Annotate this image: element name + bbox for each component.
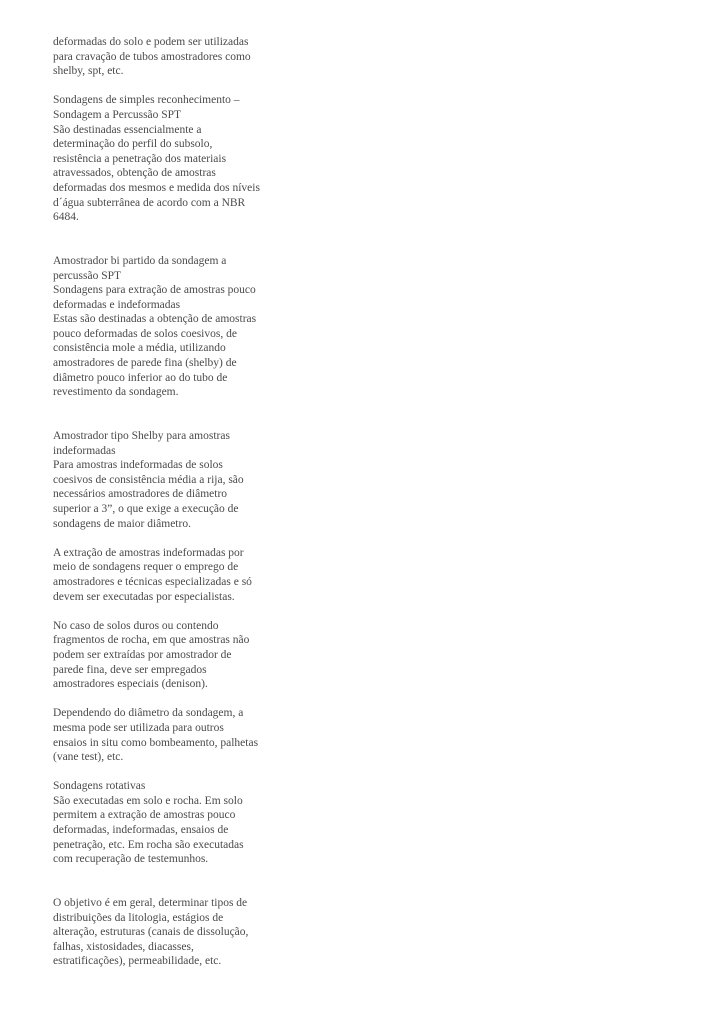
text-line: deformadas do solo e podem ser utilizadas [53,36,249,48]
text-line: devem ser executadas por especialistas. [53,590,235,603]
text-line: Sondagens para extração de amostras pouco [53,284,256,297]
paragraph-in-situ-tests [53,706,293,764]
text-line: revestimento da sondagem. [53,386,179,399]
text-line: permitem a extração de amostras pouco [53,809,236,822]
document-page [53,35,293,969]
text-line: deformadas dos mesmos e medida dos níveis [53,181,260,194]
paragraph-shelby-sampler [53,429,293,531]
paragraph-spt-sounding [53,93,293,224]
text-line: falhas, xistosidades, diacasses, [53,940,194,953]
text-line: (vane test), etc. [53,751,124,764]
paragraph-split-sampler [53,254,293,400]
paragraph-objective [53,896,293,969]
text-line: parede fina, deve ser empregados [53,663,207,676]
paragraph-intro-continuation [53,35,293,79]
text-line: meio de sondagens requer o emprego de [53,561,239,574]
text-line: d´água subterrânea de acordo com a NBR [53,196,246,209]
text-line: O objetivo é em geral, determinar tipos de [53,897,248,910]
text-line: Sondagem a Percussão SPT [53,108,182,121]
text-line: distribuições da litologia, estágios de [53,911,224,924]
text-line: 6484. [53,211,79,224]
text-line: com recuperação de testemunhos. [53,853,209,866]
text-line: A extração de amostras indeformadas por [53,546,244,559]
text-line: para cravação de tubos amostradores como [53,50,251,63]
paragraph-rotary-sounding [53,779,293,867]
text-line: superior a 3”, o que exige a execução de [53,503,239,515]
text-line: Dependendo do diâmetro da sondagem, a [53,707,244,720]
paragraph-undisturbed-extraction [53,546,293,604]
text-line: deformadas, indeformadas, ensaios de [53,824,229,837]
text-line: diâmetro pouco inferior ao do tubo de [53,371,228,384]
text-line: amostradores de parede fina (shelby) de [53,357,237,370]
text-line: Amostrador bi partido da sondagem a [53,254,227,267]
text-line: podem ser extraídas por amostrador de [53,648,232,661]
text-line: determinação do perfil do subsolo, [53,138,213,151]
text-line: consistência mole a média, utilizando [53,342,226,355]
text-line: pouco deformadas de solos coesivos, de [53,327,237,340]
text-line: Sondagens de simples reconhecimento – [53,94,240,107]
text-line: São executadas em solo e rocha. Em solo [53,794,243,807]
text-line: No caso de solos duros ou contendo [53,619,219,632]
text-line: atravessados, obtenção de amostras [53,167,216,180]
text-line: ensaios in situ como bombeamento, palhetas [53,736,259,749]
text-line: coesivos de consistência média a rija, são [53,473,244,486]
text-line: estratificações), permeabilidade, etc. [53,955,222,968]
text-line: shelby, spt, etc. [53,65,124,78]
paragraph-hard-soils [53,619,293,692]
text-line: necessários amostradores de diâmetro [53,488,228,501]
text-line: sondagens de maior diâmetro. [53,517,191,530]
text-line: Sondagens rotativas [53,780,146,793]
text-line: São destinadas essencialmente a [53,123,202,136]
text-line: Amostrador tipo Shelby para amostras [53,430,230,443]
text-line: Estas são destinadas a obtenção de amostras [53,313,257,326]
text-line: resistência a penetração dos materiais [53,152,227,165]
text-line: mesma pode ser utilizada para outros [53,721,224,734]
text-line: alteração, estruturas (canais de dissolução, [53,926,249,939]
text-line: deformadas e indeformadas [53,298,181,311]
text-line: percussão SPT [53,269,122,282]
text-line: indeformadas [53,444,116,457]
text-line: Para amostras indeformadas de solos [53,459,223,472]
text-line: penetração, etc. Em rocha são executadas [53,838,244,851]
text-line: amostradores e técnicas especializadas e só [53,575,252,588]
text-line: amostradores especiais (denison). [53,678,208,691]
text-line: fragmentos de rocha, em que amostras não [53,634,250,647]
